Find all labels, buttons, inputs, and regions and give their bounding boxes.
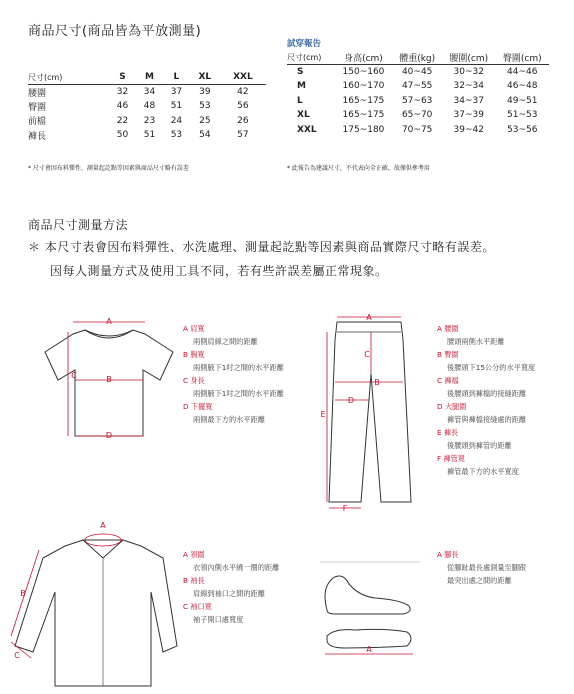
label-c: C	[364, 350, 370, 359]
table-cell: 24	[170, 115, 183, 126]
table-cell: 53~56	[507, 124, 538, 135]
label-d: D	[347, 396, 355, 405]
tshirt-diagram	[40, 312, 180, 442]
table-cell: 22	[116, 115, 129, 126]
table-cell: 30~32	[453, 67, 484, 77]
item-desc: 兩側最下方的水平距離	[193, 415, 265, 424]
table-cell: 42	[237, 87, 249, 97]
table-cell: 57~63	[401, 95, 433, 106]
label-c: C	[71, 371, 77, 380]
item-label: B 胸寬	[183, 350, 205, 359]
item-desc: 後腰頭到褲檔的接縫距離	[447, 389, 527, 398]
pants-item	[437, 426, 535, 452]
foot-side	[325, 576, 410, 614]
item-label: F 褲管寬	[437, 454, 465, 463]
table-cell: 150~160	[342, 67, 385, 77]
table-cell: 49~51	[507, 95, 538, 106]
row-label: 腰圍	[28, 88, 47, 99]
item-desc: 從腳趾最長處測量至腳跟	[447, 563, 527, 572]
trial-report-note: * 此報告為建議尺寸，不代表向全正確，故僅供參考用	[287, 165, 430, 172]
row-label: 前檔	[28, 117, 47, 128]
table-cell: 53	[170, 130, 183, 141]
table-row	[28, 128, 266, 143]
item-label: C 身長	[183, 376, 205, 385]
trial-size: S	[297, 67, 304, 77]
size-table-header: S	[109, 70, 136, 85]
table-cell: 54	[199, 130, 211, 141]
shirt-item	[183, 600, 279, 626]
table-cell: 57	[237, 130, 249, 141]
table-cell: 51~53	[507, 110, 538, 121]
item-label: B 臀圍	[437, 350, 459, 359]
item-desc: 兩側肩線之間的距離	[193, 337, 258, 346]
table-cell: 23	[143, 115, 156, 126]
item-desc: 肩線到袖口之間的距離	[193, 589, 265, 598]
measure-title: 商品尺寸測量方法	[28, 218, 129, 232]
item-desc: 腰頭兩側水平距離	[447, 337, 505, 346]
item-desc: 袖子開口處寬度	[193, 615, 244, 624]
table-row	[28, 85, 266, 100]
item-label: A 腳長	[437, 550, 459, 559]
measure-note-line-1: ＊ 本尺寸表會因布料彈性、水洗處理、測量起訖點等因素與商品實際尺寸略有誤差。	[28, 240, 495, 254]
pants-item	[437, 374, 535, 400]
label-b: B	[374, 378, 380, 387]
trial-header: 腰圍(cm)	[442, 50, 495, 65]
table-cell: 46~48	[507, 81, 538, 92]
table-row	[28, 114, 266, 129]
table-cell: 51	[170, 101, 183, 112]
item-desc: 兩側腋下1吋之間的水平距離	[193, 389, 284, 398]
foot-diagram	[315, 548, 425, 668]
label-a: A	[100, 521, 106, 530]
item-label: A 肩寬	[183, 324, 205, 333]
tshirt-descriptions	[183, 322, 284, 426]
pants-descriptions	[437, 322, 535, 478]
item-label: A 腰圍	[437, 324, 459, 333]
label-b: B	[106, 375, 112, 384]
row-label: 褲長	[28, 131, 47, 142]
table-cell: 53	[199, 101, 211, 112]
item-label: A 領圍	[183, 550, 205, 559]
table-cell: 175~180	[342, 124, 385, 135]
table-cell: 39	[199, 87, 211, 97]
tshirt-item	[183, 348, 284, 374]
table-cell: 34~37	[453, 95, 484, 106]
shirt-item	[183, 548, 279, 574]
size-table-header: XXL	[220, 70, 266, 85]
tshirt-item	[183, 322, 284, 348]
pants-item	[437, 322, 535, 348]
table-row	[287, 65, 549, 80]
pants-diagram	[315, 312, 425, 512]
table-cell: 32~34	[453, 81, 484, 92]
table-cell: 48	[143, 101, 156, 112]
label-a: A	[366, 313, 372, 322]
size-table	[28, 70, 266, 143]
table-cell: 32	[116, 87, 129, 97]
size-table-header: XL	[190, 70, 220, 85]
trial-header: 體重(kg)	[392, 50, 442, 65]
label-a: A	[366, 645, 372, 654]
table-cell: 160~170	[342, 81, 385, 92]
table-cell: 165~175	[342, 95, 385, 106]
item-desc: 最突出處之間的距離	[447, 576, 512, 585]
trial-size: XXL	[297, 124, 317, 135]
table-cell: 51	[143, 130, 156, 141]
shirt-diagram	[5, 518, 180, 688]
label-c: C	[14, 651, 20, 660]
size-table-header: M	[136, 70, 163, 85]
table-cell: 65~70	[401, 110, 433, 121]
label-e: E	[320, 410, 326, 419]
trial-size: XL	[297, 110, 310, 121]
table-cell: 40~45	[401, 67, 433, 77]
row-label: 臀圍	[28, 102, 47, 113]
table-cell: 25	[199, 115, 211, 126]
pants-item	[437, 452, 535, 478]
item-label: E 褲長	[437, 428, 459, 437]
size-table-header: L	[163, 70, 190, 85]
item-label: D 下擺寬	[183, 402, 213, 411]
table-row	[28, 99, 266, 114]
label-d: D	[105, 431, 113, 440]
label-a: A	[106, 317, 112, 326]
table-row	[287, 79, 549, 94]
measure-note-line-2: 因每人測量方式及使用工具不同，若有些許誤差屬正常現象。	[50, 264, 388, 278]
pants-outline	[329, 322, 411, 502]
table-cell: 37	[170, 87, 183, 97]
table-cell: 165~175	[342, 110, 385, 121]
table-cell: 50	[116, 130, 129, 141]
item-desc: 褲管最下方的水平寬度	[447, 467, 519, 476]
table-cell: 34	[143, 87, 156, 97]
tshirt-item	[183, 374, 284, 400]
trial-header-label: 尺寸(cm)	[287, 50, 335, 65]
item-desc: 褲管與褲檔接縫處的距離	[447, 415, 527, 424]
trial-header: 身高(cm)	[335, 50, 393, 65]
item-desc: 衣領內側水平繞一圈的距離	[193, 563, 280, 572]
label-b: B	[20, 589, 26, 598]
table-row	[287, 123, 549, 138]
trial-report-title: 試穿報告	[287, 39, 322, 49]
pants-item	[437, 400, 535, 426]
item-desc: 後腰頭下15公分的水平寬度	[447, 363, 536, 372]
item-label: C 袖口寬	[183, 602, 212, 611]
item-label: C 褲襠	[437, 376, 459, 385]
product-size-title: 商品尺寸(商品皆為平放測量)	[28, 24, 202, 39]
table-cell: 44~46	[507, 67, 538, 77]
item-label: B 袖長	[183, 576, 205, 585]
foot-descriptions	[437, 548, 526, 587]
trial-header: 臀圍(cm)	[495, 50, 549, 65]
table-cell: 46	[116, 101, 129, 112]
item-label: D 大腿圍	[437, 402, 467, 411]
table-row	[287, 108, 549, 123]
table-row	[287, 94, 549, 109]
foot-item	[437, 548, 526, 587]
table-cell: 39~42	[453, 124, 484, 135]
pants-item	[437, 348, 535, 374]
trial-report-table	[287, 50, 549, 137]
trial-size: L	[297, 95, 303, 106]
label-f: F	[342, 504, 348, 512]
size-table-note: * 尺寸會因布料彈性、測量起訖點等因素與商品尺寸略有誤差	[28, 165, 189, 172]
trial-size: M	[297, 81, 306, 92]
shirt-outline	[15, 540, 177, 686]
item-desc: 兩側腋下1吋之間的水平距離	[193, 363, 284, 372]
size-table-header-label: 尺寸(cm)	[28, 70, 109, 85]
table-cell: 56	[237, 101, 249, 112]
item-desc: 後腰頭到褲管的距離	[447, 441, 512, 450]
shirt-item	[183, 574, 279, 600]
table-cell: 26	[237, 115, 249, 126]
shirt-descriptions	[183, 548, 279, 626]
table-cell: 47~55	[401, 81, 433, 92]
tshirt-item	[183, 400, 284, 426]
table-cell: 37~39	[453, 110, 484, 121]
table-cell: 70~75	[401, 124, 433, 135]
